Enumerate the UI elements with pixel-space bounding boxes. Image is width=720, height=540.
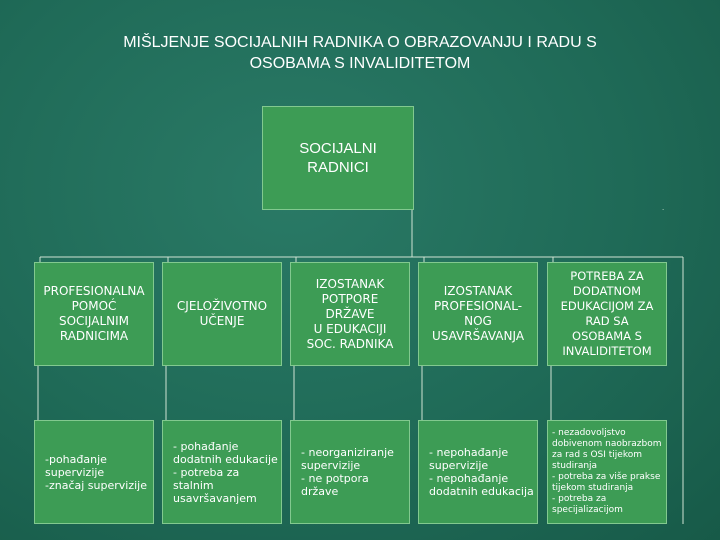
detail-text-3: - neorganiziranje supervizije - ne potpora države [301, 446, 394, 498]
detail-text-1: -pohađanje supervizije -značaj supervizije [45, 452, 147, 492]
title-line-1: MIŠLJENJE SOCIJALNIH RADNIKA O OBRAZOVANJU I RADU S [123, 34, 597, 51]
category-node-2 [162, 262, 282, 366]
title-line-2: OSOBAMA S INVALIDITETOM [249, 55, 471, 72]
detail-text-4: - nepohađanje supervizije - nepohađanje dodatnih edukacija [429, 446, 534, 498]
category-label-5: POTREBA ZA DODATNOM EDUKACIJOM ZA RAD SA OSOBAMA S INVALIDITETOM [560, 269, 654, 358]
category-node-5 [547, 262, 667, 366]
category-node-1 [34, 262, 154, 366]
detail-text-2: - pohađanje dodatnih edukacije - potreba za stalnim usavršavanjem [173, 439, 278, 505]
category-label-1: PROFESIONALNA POMOĆ SOCIJALNIM RADNICIMA [43, 284, 145, 343]
category-node-3 [290, 262, 410, 366]
category-label-2: CJELOŽIVOTNO UČENJE [176, 299, 268, 328]
root-node [262, 106, 414, 210]
detail-node-1 [34, 420, 154, 524]
decorative-dot: . [662, 203, 665, 212]
category-node-4 [418, 262, 538, 366]
detail-node-3 [290, 420, 410, 524]
category-label-4: IZOSTANAK PROFESIONAL- NOG USAVRŠAVANJA [431, 284, 525, 343]
detail-node-4 [418, 420, 538, 524]
detail-node-5 [547, 420, 667, 524]
detail-node-2 [162, 420, 282, 524]
category-label-3: IZOSTANAK POTPORE DRŽAVE U EDUKACIJI SOC. RADNIKA [306, 276, 394, 351]
detail-text-5: - nezadovoljstvo dobivenom naobrazbom za rad s OSI tijekom studiranja - potreba za više prakse tijekom studiranja - potreba za specijalizacijom [552, 428, 662, 515]
root-label: SOCIJALNI RADNICI [299, 140, 377, 176]
